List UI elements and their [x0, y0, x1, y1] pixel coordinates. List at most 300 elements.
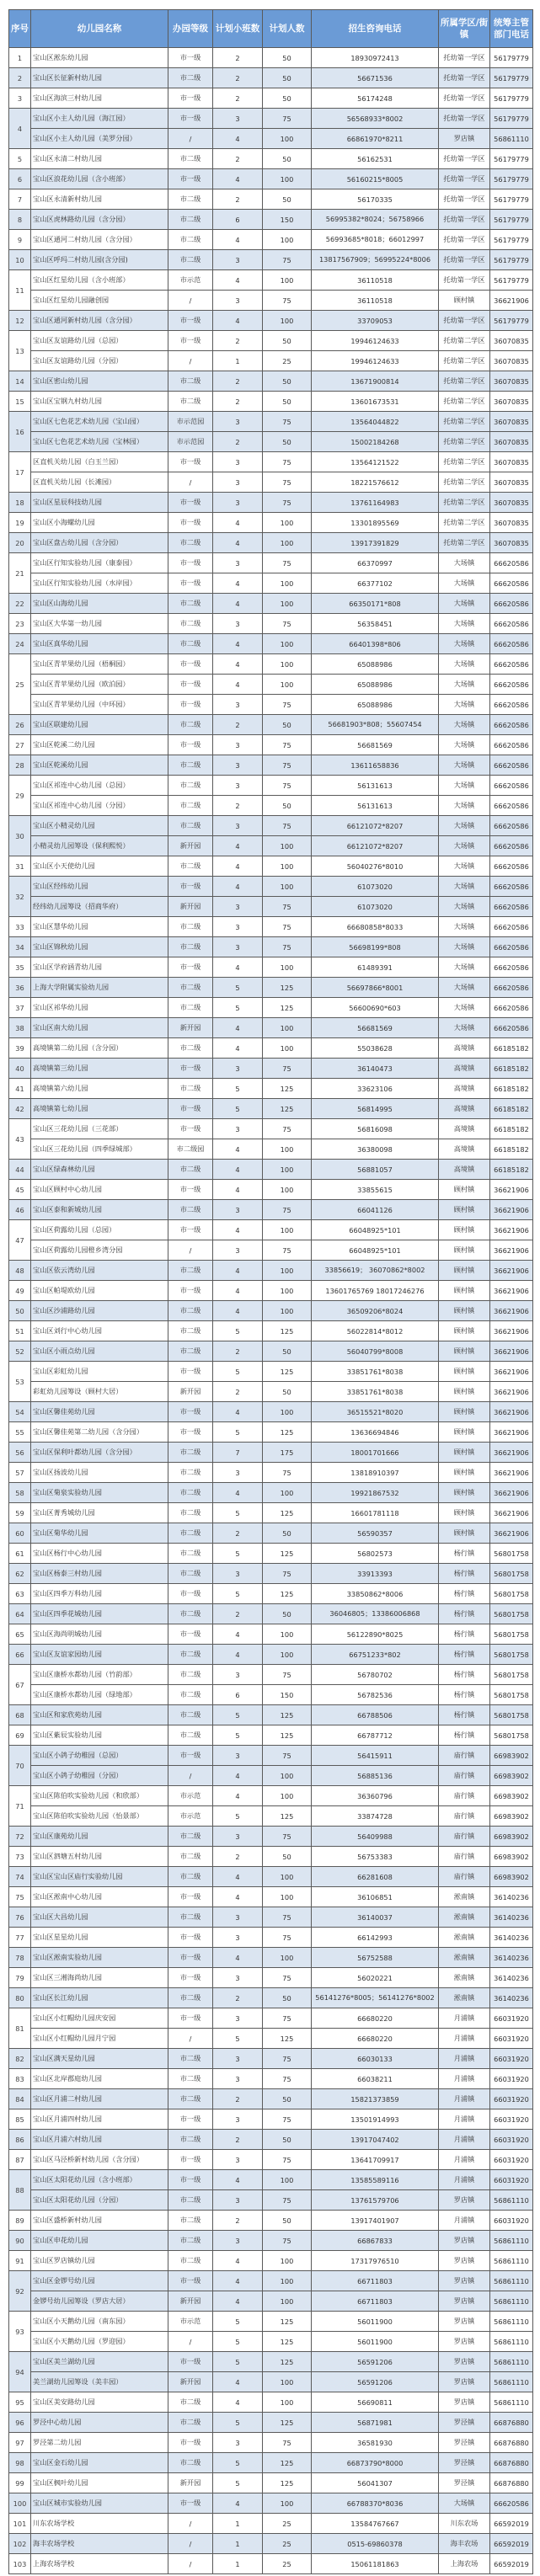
- district: 托幼第一学区: [439, 109, 490, 129]
- seq-number: 76: [9, 1907, 31, 1928]
- dept-phone: 66592019: [490, 2534, 533, 2554]
- planned-classes: 2: [213, 1382, 263, 1402]
- school-level: 市二级: [168, 149, 213, 169]
- district: 高境镇: [439, 1119, 490, 1139]
- table-row: [9, 48, 533, 68]
- district: 托幼第二学区: [439, 472, 490, 493]
- kindergarten-name: 宝山区长征新村幼儿园: [31, 68, 168, 88]
- dept-phone: 56179779: [490, 149, 533, 169]
- kindergarten-name: 宝山区荷露幼儿园橙乡湾分园: [31, 1240, 168, 1261]
- seq-number: 86: [9, 2130, 31, 2150]
- school-level: 市一级: [168, 513, 213, 533]
- kindergarten-name: 宝山区行知实验幼儿园（水岸园）: [31, 573, 168, 594]
- district: 顾村镇: [439, 1220, 490, 1240]
- district: 月浦镇: [439, 2069, 490, 2089]
- table-row: [9, 291, 533, 311]
- planned-enrollment: 100: [263, 1160, 312, 1180]
- district: 顾村镇: [439, 1483, 490, 1503]
- planned-enrollment: 75: [263, 472, 312, 493]
- dept-phone: 66620586: [490, 715, 533, 735]
- seq-number: 96: [9, 2413, 31, 2433]
- seq-number: 37: [9, 998, 31, 1018]
- table-row: [9, 2453, 533, 2473]
- district: 杨行镇: [439, 1685, 490, 1705]
- kindergarten-name: 宝山区联建幼儿园: [31, 715, 168, 735]
- dept-phone: 56179779: [490, 189, 533, 210]
- school-level: /: [168, 472, 213, 493]
- school-level: 市一级: [168, 2433, 213, 2453]
- school-level: 市二级: [168, 1038, 213, 1059]
- school-level: /: [168, 351, 213, 371]
- school-level: 市示范: [168, 2312, 213, 2332]
- seq-number: 69: [9, 1725, 31, 1746]
- district: 大场镇: [439, 573, 490, 594]
- planned-classes: 2: [213, 432, 263, 452]
- seq-number: 14: [9, 371, 31, 392]
- seq-number: 74: [9, 1867, 31, 1887]
- kindergarten-name: 宝山区城市实验幼儿园: [31, 2493, 168, 2514]
- table-row: [9, 937, 533, 957]
- planned-classes: 4: [213, 1624, 263, 1645]
- dept-phone: 36621906: [490, 291, 533, 311]
- enrollment-phone: 18930972413: [312, 48, 439, 68]
- school-level: 市一级: [168, 1180, 213, 1200]
- planned-classes: 5: [213, 998, 263, 1018]
- table-row: [9, 452, 533, 472]
- planned-classes: 4: [213, 1887, 263, 1907]
- district: 顾村镇: [439, 1321, 490, 1341]
- district: 庙行镇: [439, 1746, 490, 1766]
- seq-number: 56: [9, 1443, 31, 1463]
- planned-enrollment: 100: [263, 877, 312, 897]
- dept-phone: 36621906: [490, 1523, 533, 1544]
- dept-phone: 66185182: [490, 1079, 533, 1099]
- table-row: [9, 210, 533, 230]
- district: 罗泾镇: [439, 2433, 490, 2453]
- planned-classes: 4: [213, 2291, 263, 2312]
- school-level: 市二级: [168, 1200, 213, 1220]
- kindergarten-name: 上海大学附属实验幼儿园: [31, 978, 168, 998]
- enrollment-phone: 56131613: [312, 796, 439, 816]
- district: 罗店镇: [439, 2332, 490, 2352]
- enrollment-phone: 66350171*808: [312, 594, 439, 614]
- seq-number: 62: [9, 1564, 31, 1584]
- table-row: [9, 2372, 533, 2392]
- district: 淞南镇: [439, 1887, 490, 1907]
- planned-classes: 2: [213, 149, 263, 169]
- seq-number: 81: [9, 2008, 31, 2049]
- district: 杨行镇: [439, 1645, 490, 1665]
- planned-classes: 3: [213, 493, 263, 513]
- district: 高境镇: [439, 1059, 490, 1079]
- school-level: 市一级: [168, 877, 213, 897]
- planned-classes: 4: [213, 2251, 263, 2271]
- seq-number: 26: [9, 715, 31, 735]
- table-row: [9, 1240, 533, 1261]
- header-name: 幼儿园名称: [31, 10, 168, 48]
- table-row: [9, 1948, 533, 1968]
- table-row: [9, 1463, 533, 1483]
- enrollment-phone: 56600690*603: [312, 998, 439, 1018]
- school-level: 市二级: [168, 614, 213, 634]
- district: 托幼第二学区: [439, 513, 490, 533]
- enrollment-phone: 56681569: [312, 1018, 439, 1038]
- kindergarten-name: 宝山区泗塘五村幼儿园: [31, 1847, 168, 1867]
- district: 顾村镇: [439, 1180, 490, 1200]
- dept-phone: 66983902: [490, 1786, 533, 1806]
- planned-enrollment: 75: [263, 776, 312, 796]
- seq-number: 79: [9, 1968, 31, 1988]
- planned-classes: 5: [213, 1705, 263, 1725]
- kindergarten-name: 宝山区通河新村幼儿园（含分园）: [31, 311, 168, 331]
- planned-enrollment: 125: [263, 998, 312, 1018]
- enrollment-phone: 33855615: [312, 1180, 439, 1200]
- table-row: [9, 109, 533, 129]
- district: 淞南镇: [439, 1988, 490, 2008]
- planned-enrollment: 100: [263, 1887, 312, 1907]
- district: 大场镇: [439, 816, 490, 836]
- planned-enrollment: 100: [263, 2291, 312, 2312]
- planned-enrollment: 125: [263, 1079, 312, 1099]
- kindergarten-name: 高境镇第二幼儿园（含分园）: [31, 1038, 168, 1059]
- enrollment-phone: 61073020: [312, 877, 439, 897]
- kindergarten-name: 宝山区三湘海尚幼儿园: [31, 1968, 168, 1988]
- kindergarten-name: 宝山区小天鹅幼儿园（罗迎园）: [31, 2332, 168, 2352]
- kindergarten-name: 宝山区月浦二村幼儿园: [31, 2089, 168, 2109]
- planned-classes: 5: [213, 1584, 263, 1604]
- seq-number: 61: [9, 1544, 31, 1564]
- seq-number: 67: [9, 1665, 31, 1705]
- enrollment-phone: 66680220: [312, 2029, 439, 2049]
- kindergarten-name: 宝山区刘行中心幼儿园: [31, 1321, 168, 1341]
- school-level: 市二级: [168, 796, 213, 816]
- planned-classes: 3: [213, 2008, 263, 2029]
- kindergarten-name: 宝山区大华第一幼儿园: [31, 614, 168, 634]
- table-row: [9, 432, 533, 452]
- planned-classes: 2: [213, 88, 263, 109]
- district: 杨行镇: [439, 1725, 490, 1746]
- planned-classes: 4: [213, 856, 263, 877]
- enrollment-phone: 36110518: [312, 270, 439, 291]
- kindergarten-name: 川东农场学校: [31, 2514, 168, 2534]
- planned-classes: 3: [213, 1907, 263, 1928]
- planned-classes: 2: [213, 189, 263, 210]
- dept-phone: 66620586: [490, 917, 533, 937]
- dept-phone: 56801758: [490, 1624, 533, 1645]
- district: 月浦镇: [439, 2008, 490, 2029]
- district: 高境镇: [439, 1099, 490, 1119]
- enrollment-phone: 13584767667: [312, 2514, 439, 2534]
- planned-classes: 4: [213, 1261, 263, 1281]
- seq-number: 93: [9, 2312, 31, 2352]
- seq-number: 19: [9, 513, 31, 533]
- planned-classes: 6: [213, 210, 263, 230]
- dept-phone: 56179779: [490, 48, 533, 68]
- kindergarten-name: 经纬幼儿园筹设（招商华府）: [31, 897, 168, 917]
- table-row: [9, 1928, 533, 1948]
- planned-classes: 4: [213, 2271, 263, 2291]
- planned-classes: 3: [213, 2150, 263, 2170]
- kindergarten-name: 宝山区四季万科幼儿园: [31, 1584, 168, 1604]
- enrollment-phone: 66030133: [312, 2049, 439, 2069]
- kindergarten-name: 宝山区小鸽子幼稚园（分园）: [31, 1766, 168, 1786]
- table-row: [9, 917, 533, 937]
- school-level: /: [168, 1766, 213, 1786]
- dept-phone: 36621906: [490, 1382, 533, 1402]
- table-row: [9, 1988, 533, 2008]
- kindergarten-name: 宝山区申花幼儿园: [31, 2231, 168, 2251]
- table-row: [9, 250, 533, 270]
- dept-phone: 56179779: [490, 270, 533, 291]
- seq-number: 20: [9, 533, 31, 553]
- planned-classes: 2: [213, 371, 263, 392]
- enrollment-phone: 56131613: [312, 776, 439, 796]
- seq-number: 65: [9, 1624, 31, 1645]
- kindergarten-name: 区直机关幼儿园（白玉兰园）: [31, 452, 168, 472]
- dept-phone: 66031920: [490, 2109, 533, 2130]
- district: 月浦镇: [439, 2109, 490, 2130]
- district: 大场镇: [439, 634, 490, 654]
- planned-enrollment: 100: [263, 1483, 312, 1503]
- district: 托幼第一学区: [439, 210, 490, 230]
- school-level: 市一级: [168, 1624, 213, 1645]
- enrollment-phone: 56814995: [312, 1099, 439, 1119]
- school-level: 市二级: [168, 1564, 213, 1584]
- planned-classes: 5: [213, 2352, 263, 2372]
- planned-enrollment: 100: [263, 634, 312, 654]
- enrollment-phone: 56698199*808: [312, 937, 439, 957]
- district: 大场镇: [439, 897, 490, 917]
- seq-number: 54: [9, 1402, 31, 1422]
- kindergarten-name: 宝山区慧华幼儿园: [31, 917, 168, 937]
- planned-enrollment: 125: [263, 2332, 312, 2352]
- kindergarten-name: 宝山区金石幼儿园: [31, 2453, 168, 2473]
- enrollment-phone: 56881057: [312, 1160, 439, 1180]
- school-level: 市一级: [168, 109, 213, 129]
- kindergarten-name: 宝山区行知实验幼儿园（康泰园）: [31, 553, 168, 573]
- planned-classes: 3: [213, 937, 263, 957]
- table-row: [9, 2473, 533, 2493]
- planned-enrollment: 25: [263, 2534, 312, 2554]
- school-level: 市二级: [168, 856, 213, 877]
- table-row: [9, 1827, 533, 1847]
- planned-enrollment: 75: [263, 897, 312, 917]
- planned-enrollment: 100: [263, 230, 312, 250]
- table-row: [9, 553, 533, 573]
- seq-number: 18: [9, 493, 31, 513]
- seq-number: 77: [9, 1928, 31, 1948]
- enrollment-phone: 66711803: [312, 2271, 439, 2291]
- kindergarten-name: 高境镇第三幼儿园: [31, 1059, 168, 1079]
- planned-classes: 5: [213, 2413, 263, 2433]
- planned-enrollment: 100: [263, 573, 312, 594]
- seq-number: 34: [9, 937, 31, 957]
- planned-classes: 2: [213, 392, 263, 412]
- table-row: [9, 796, 533, 816]
- enrollment-phone: 66401398*806: [312, 634, 439, 654]
- school-level: /: [168, 129, 213, 149]
- district: 托幼第一学区: [439, 149, 490, 169]
- table-row: [9, 2211, 533, 2231]
- dept-phone: 56179779: [490, 68, 533, 88]
- kindergarten-name: 宝山区保利叶都幼儿园（含分园）: [31, 1443, 168, 1463]
- seq-number: 33: [9, 917, 31, 937]
- dept-phone: 56179779: [490, 250, 533, 270]
- table-row: [9, 1483, 533, 1503]
- district: 托幼第一学区: [439, 311, 490, 331]
- kindergarten-name: 宝山区绿森林幼儿园: [31, 1160, 168, 1180]
- dept-phone: 66620586: [490, 553, 533, 573]
- school-level: 市一级: [168, 493, 213, 513]
- table-row: [9, 533, 533, 553]
- district: 罗泾镇: [439, 2473, 490, 2493]
- kindergarten-name: 宝山区永清新村幼儿园: [31, 189, 168, 210]
- planned-classes: 5: [213, 1422, 263, 1443]
- enrollment-phone: 13601673531: [312, 392, 439, 412]
- kindergarten-name: 宝山区祁华幼儿园: [31, 998, 168, 1018]
- kindergarten-name: 宝山区沙浦路幼儿园: [31, 1301, 168, 1321]
- school-level: 新开园: [168, 1382, 213, 1402]
- planned-classes: 3: [213, 735, 263, 755]
- planned-enrollment: 50: [263, 796, 312, 816]
- kindergarten-name: 宝山区小鸽子幼稚园（总园）: [31, 1746, 168, 1766]
- district: 托幼第一学区: [439, 270, 490, 291]
- kindergarten-name: 宝山区星星幼儿园: [31, 1928, 168, 1948]
- seq-number: 73: [9, 1847, 31, 1867]
- table-row: [9, 1079, 533, 1099]
- school-level: 新开园: [168, 1018, 213, 1038]
- kindergarten-name: 宝山区四季花城幼儿园: [31, 1604, 168, 1624]
- kindergarten-name: 宝山区三花幼儿园（四季绿城部）: [31, 1139, 168, 1160]
- dept-phone: 66876880: [490, 2433, 533, 2453]
- enrollment-phone: 56871981: [312, 2413, 439, 2433]
- school-level: 市二级: [168, 1705, 213, 1725]
- planned-classes: 4: [213, 654, 263, 675]
- table-row: [9, 2130, 533, 2150]
- enrollment-phone: 56020221: [312, 1968, 439, 1988]
- district: 月浦镇: [439, 2049, 490, 2069]
- table-row: [9, 1523, 533, 1544]
- enrollment-phone: 66788370*8036: [312, 2493, 439, 2514]
- planned-enrollment: 75: [263, 1827, 312, 1847]
- district: 大场镇: [439, 695, 490, 715]
- dept-phone: 36621906: [490, 1483, 533, 1503]
- enrollment-phone: 66281608: [312, 1867, 439, 1887]
- dept-phone: 36140236: [490, 1887, 533, 1907]
- seq-number: 1: [9, 48, 31, 68]
- planned-classes: 4: [213, 573, 263, 594]
- kindergarten-name: 宝山区祁连中心幼儿园（分园）: [31, 796, 168, 816]
- district: 罗店镇: [439, 129, 490, 149]
- kindergarten-name: 宝山区杨行中心幼儿园: [31, 1544, 168, 1564]
- table-row: [9, 978, 533, 998]
- district: 托幼第一学区: [439, 169, 490, 189]
- school-level: 市一级: [168, 695, 213, 715]
- dept-phone: 66185182: [490, 1160, 533, 1180]
- planned-classes: 5: [213, 2453, 263, 2473]
- planned-classes: 3: [213, 1240, 263, 1261]
- dept-phone: 36621906: [490, 1422, 533, 1443]
- dept-phone: 56179779: [490, 311, 533, 331]
- seq-number: 16: [9, 412, 31, 452]
- table-body: [9, 48, 533, 2574]
- enrollment-phone: 56040276*8010: [312, 856, 439, 877]
- table-row: [9, 2251, 533, 2271]
- district: 大场镇: [439, 735, 490, 755]
- table-row: [9, 856, 533, 877]
- dept-phone: 66620586: [490, 573, 533, 594]
- school-level: 市示范: [168, 1806, 213, 1827]
- planned-classes: 5: [213, 1544, 263, 1564]
- district: 大场镇: [439, 917, 490, 937]
- enrollment-phone: 56568933*8002: [312, 109, 439, 129]
- table-row: [9, 675, 533, 695]
- enrollment-phone: 36581930: [312, 2433, 439, 2453]
- table-row: [9, 877, 533, 897]
- district: 淞南镇: [439, 1928, 490, 1948]
- school-level: 市一级: [168, 2493, 213, 2514]
- planned-classes: 3: [213, 250, 263, 270]
- planned-classes: 4: [213, 877, 263, 897]
- enrollment-phone: 36140037: [312, 1907, 439, 1928]
- enrollment-phone: 66873790*8000: [312, 2453, 439, 2473]
- school-level: 市二级: [168, 1685, 213, 1705]
- dept-phone: 66031920: [490, 2069, 533, 2089]
- district: 大场镇: [439, 836, 490, 856]
- school-level: 市二级: [168, 1443, 213, 1463]
- enrollment-phone: 36509206*8024: [312, 1301, 439, 1321]
- seq-number: 4: [9, 109, 31, 149]
- table-row: [9, 392, 533, 412]
- dept-phone: 66983902: [490, 1806, 533, 1827]
- planned-enrollment: 75: [263, 1746, 312, 1766]
- table-row: [9, 311, 533, 331]
- table-row: [9, 1402, 533, 1422]
- seq-number: 99: [9, 2473, 31, 2493]
- seq-number: 75: [9, 1887, 31, 1907]
- planned-classes: 4: [213, 1645, 263, 1665]
- dept-phone: 56179779: [490, 88, 533, 109]
- seq-number: 97: [9, 2433, 31, 2453]
- district: 大场镇: [439, 654, 490, 675]
- table-row: [9, 1806, 533, 1827]
- seq-number: 82: [9, 2049, 31, 2069]
- planned-classes: 3: [213, 2231, 263, 2251]
- school-level: 市一级: [168, 1099, 213, 1119]
- planned-classes: 3: [213, 816, 263, 836]
- school-level: 市二级: [168, 755, 213, 776]
- enrollment-phone: 56040799*8008: [312, 1341, 439, 1362]
- enrollment-phone: 56590357: [312, 1523, 439, 1544]
- seq-number: 39: [9, 1038, 31, 1059]
- enrollment-phone: 13818910397: [312, 1463, 439, 1483]
- planned-classes: 4: [213, 1018, 263, 1038]
- planned-enrollment: 50: [263, 149, 312, 169]
- school-level: 市一级: [168, 1220, 213, 1240]
- enrollment-phone: 66861970*8211: [312, 129, 439, 149]
- kindergarten-name: 宝山区淞东幼儿园: [31, 48, 168, 68]
- district: 淞南镇: [439, 1948, 490, 1968]
- district: 托幼第二学区: [439, 452, 490, 472]
- school-level: 市一级: [168, 1746, 213, 1766]
- district: 罗店镇: [439, 2352, 490, 2372]
- district: 庙行镇: [439, 1867, 490, 1887]
- school-level: /: [168, 1240, 213, 1261]
- district: 托幼第二学区: [439, 371, 490, 392]
- kindergarten-name: 宝山区青苹果幼儿园（中环园）: [31, 695, 168, 715]
- table-row: [9, 1382, 533, 1402]
- dept-phone: 66620586: [490, 877, 533, 897]
